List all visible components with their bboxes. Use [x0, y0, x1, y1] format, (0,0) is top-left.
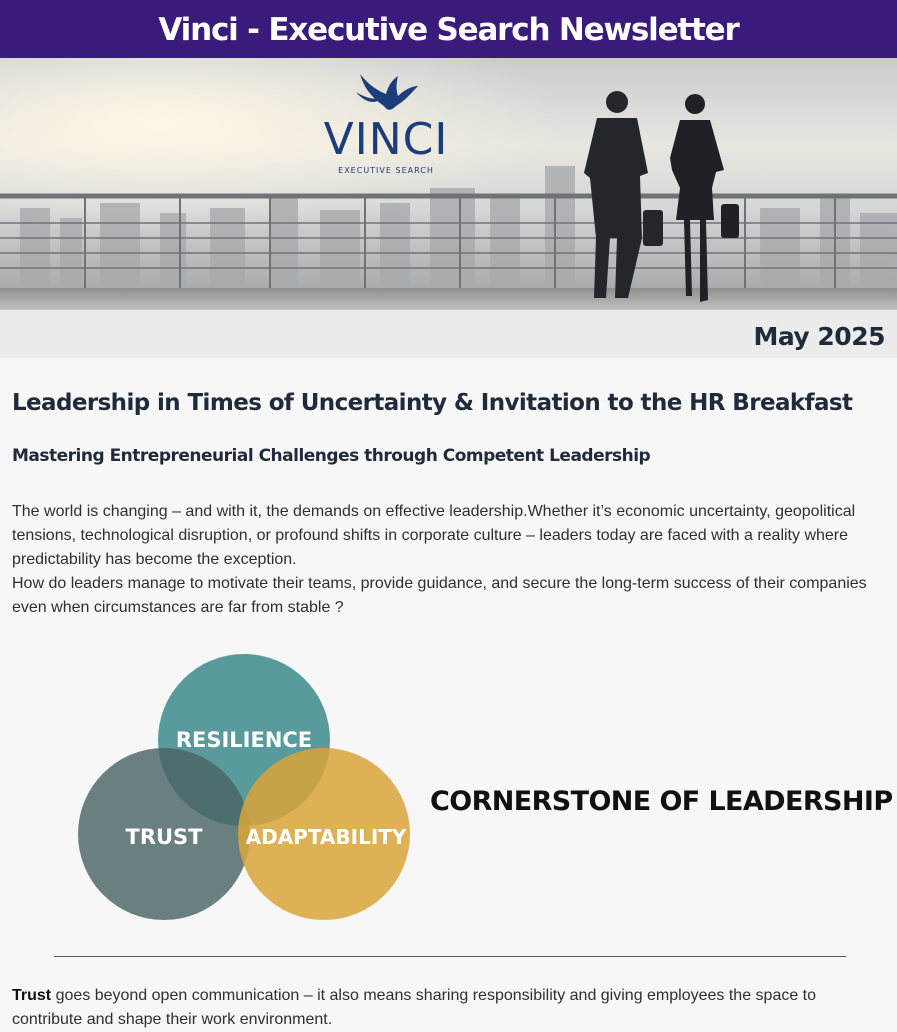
- adaptability-label: ADAPTABILITY: [245, 825, 407, 849]
- trust-label: TRUST: [125, 825, 203, 849]
- trust-paragraph: [12, 984, 884, 1032]
- issue-date: May 2025: [753, 322, 885, 351]
- logo-wordmark: VINCI: [323, 114, 449, 165]
- vinci-logo: [316, 116, 456, 175]
- intro-paragraph: The world is changing – and with it, the demands on effective leadership.Whether it’s economic uncertainty, geopolitical tensions, technological disruption, or profound shifts in corporate culture – leaders today are faced with a reality where predictability has become the exception.: [12, 503, 856, 568]
- diagram-caption: CORNERSTONE OF LEADERSHIP: [430, 786, 893, 817]
- article-subtitle: Mastering Entrepreneurial Challenges through Competent Leadership: [12, 446, 651, 466]
- resilience-label: RESILIENCE: [175, 728, 313, 752]
- newsletter-header: [0, 0, 897, 58]
- hero-image: [0, 58, 897, 310]
- section-divider: [54, 956, 846, 957]
- leadership-venn-diagram: [60, 640, 440, 940]
- issue-date-bar: [0, 310, 897, 358]
- trust-term: Trust: [12, 987, 52, 1004]
- question-paragraph: How do leaders manage to motivate their teams, provide guidance, and secure the long-term success of their companies even when circumstances are far from stable ?: [12, 575, 867, 616]
- logo-tagline: EXECUTIVE SEARCH: [338, 166, 434, 175]
- hero-banner: [0, 58, 897, 310]
- article-title: Leadership in Times of Uncertainty & Invitation to the HR Breakfast: [12, 390, 853, 416]
- newsletter-title: Vinci - Executive Search Newsletter: [158, 12, 739, 48]
- trust-description: goes beyond open communication – it also means sharing responsibility and giving employees the space to contribute and shape their work environment.: [12, 987, 817, 1028]
